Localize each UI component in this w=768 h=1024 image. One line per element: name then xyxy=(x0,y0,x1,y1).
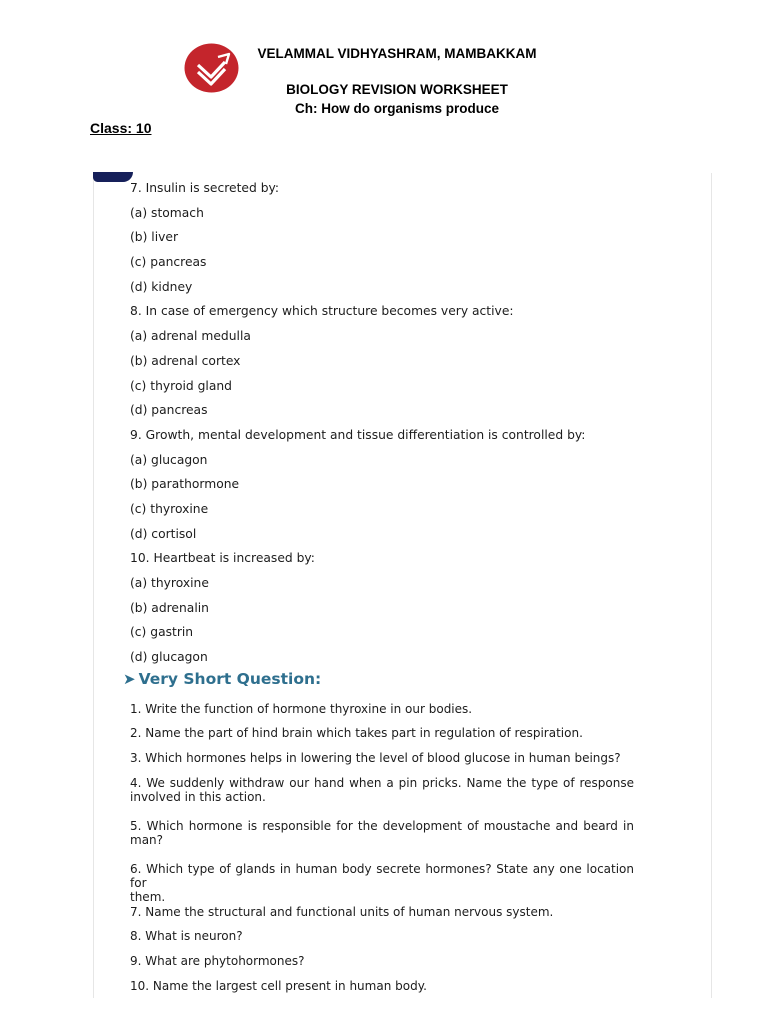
arrow-bullet-icon: ➤ xyxy=(123,670,136,688)
question-item xyxy=(130,702,634,716)
question-line: 9. What are phytohormones? xyxy=(130,954,305,968)
mcq-line: 8. In case of emergency which structure becomes very active: xyxy=(130,304,514,319)
question-item xyxy=(130,819,634,847)
very-short-heading xyxy=(123,670,321,688)
question-item xyxy=(130,726,634,740)
mcq-line: (d) pancreas xyxy=(130,403,208,418)
question-item xyxy=(130,929,634,943)
mcq-line: (a) adrenal medulla xyxy=(130,329,251,344)
mcq-line: (c) thyroxine xyxy=(130,501,209,516)
question-line: 10. Name the largest cell present in human body. xyxy=(130,979,427,993)
mcq-line: 10. Heartbeat is increased by: xyxy=(130,551,315,566)
question-item xyxy=(130,862,634,904)
mcq-line: (b) liver xyxy=(130,230,179,245)
question-item xyxy=(130,751,634,765)
mcq-section xyxy=(130,176,690,670)
mcq-line: 9. Growth, mental development and tissue differentiation is controlled by: xyxy=(130,427,586,442)
question-line: 7. Name the structural and functional units of human nervous system. xyxy=(130,905,554,919)
question-line: them. xyxy=(130,890,166,904)
mcq-line: (b) parathormone xyxy=(130,477,240,492)
mcq-line: 7. Insulin is secreted by: xyxy=(130,181,280,195)
question-line: 2. Name the part of hind brain which takes part in regulation of respiration. xyxy=(130,726,583,740)
question-item xyxy=(130,954,634,968)
mcq-line: (b) adrenalin xyxy=(130,600,209,615)
mcq-line: (a) stomach xyxy=(130,205,204,220)
mcq-line: (c) thyroid gland xyxy=(130,378,232,393)
mcq-line: (d) cortisol xyxy=(130,526,197,541)
question-item xyxy=(130,905,634,919)
question-item xyxy=(130,776,634,804)
question-line: 8. What is neuron? xyxy=(130,929,243,943)
question-item xyxy=(130,979,634,993)
question-line: 5. Which hormone is responsible for the development of moustache and beard in xyxy=(130,819,634,833)
mcq-line: (a) glucagon xyxy=(130,452,208,467)
school-name: VELAMMAL VIDHYASHRAM, MAMBAKKAM xyxy=(257,46,537,61)
question-line: 1. Write the function of hormone thyroxine in our bodies. xyxy=(130,702,473,716)
class-label: Class: 10 xyxy=(90,120,152,136)
question-line: 6. Which type of glands in human body secrete hormones? State any one location for xyxy=(130,862,634,890)
mcq-line: (d) kidney xyxy=(130,279,193,294)
decorative-shape xyxy=(93,172,133,182)
mcq-line: (d) glucagon xyxy=(130,650,208,665)
very-short-heading-label: Very Short Question: xyxy=(138,670,322,688)
mcq-line: (c) pancreas xyxy=(130,255,207,270)
mcq-line: (c) gastrin xyxy=(130,625,194,640)
mcq-line: (b) adrenal cortex xyxy=(130,353,241,368)
chapter-title: Ch: How do organisms produce xyxy=(294,101,499,116)
question-line: 4. We suddenly withdraw our hand when a pin pricks. Name the type of response xyxy=(130,776,634,790)
question-line: man? xyxy=(130,833,164,847)
worksheet-title: BIOLOGY REVISION WORKSHEET xyxy=(286,82,508,97)
mcq-line: (a) thyroxine xyxy=(130,576,209,590)
question-line: 3. Which hormones helps in lowering the level of blood glucose in human beings? xyxy=(130,751,621,765)
question-line: involved in this action. xyxy=(130,790,266,804)
